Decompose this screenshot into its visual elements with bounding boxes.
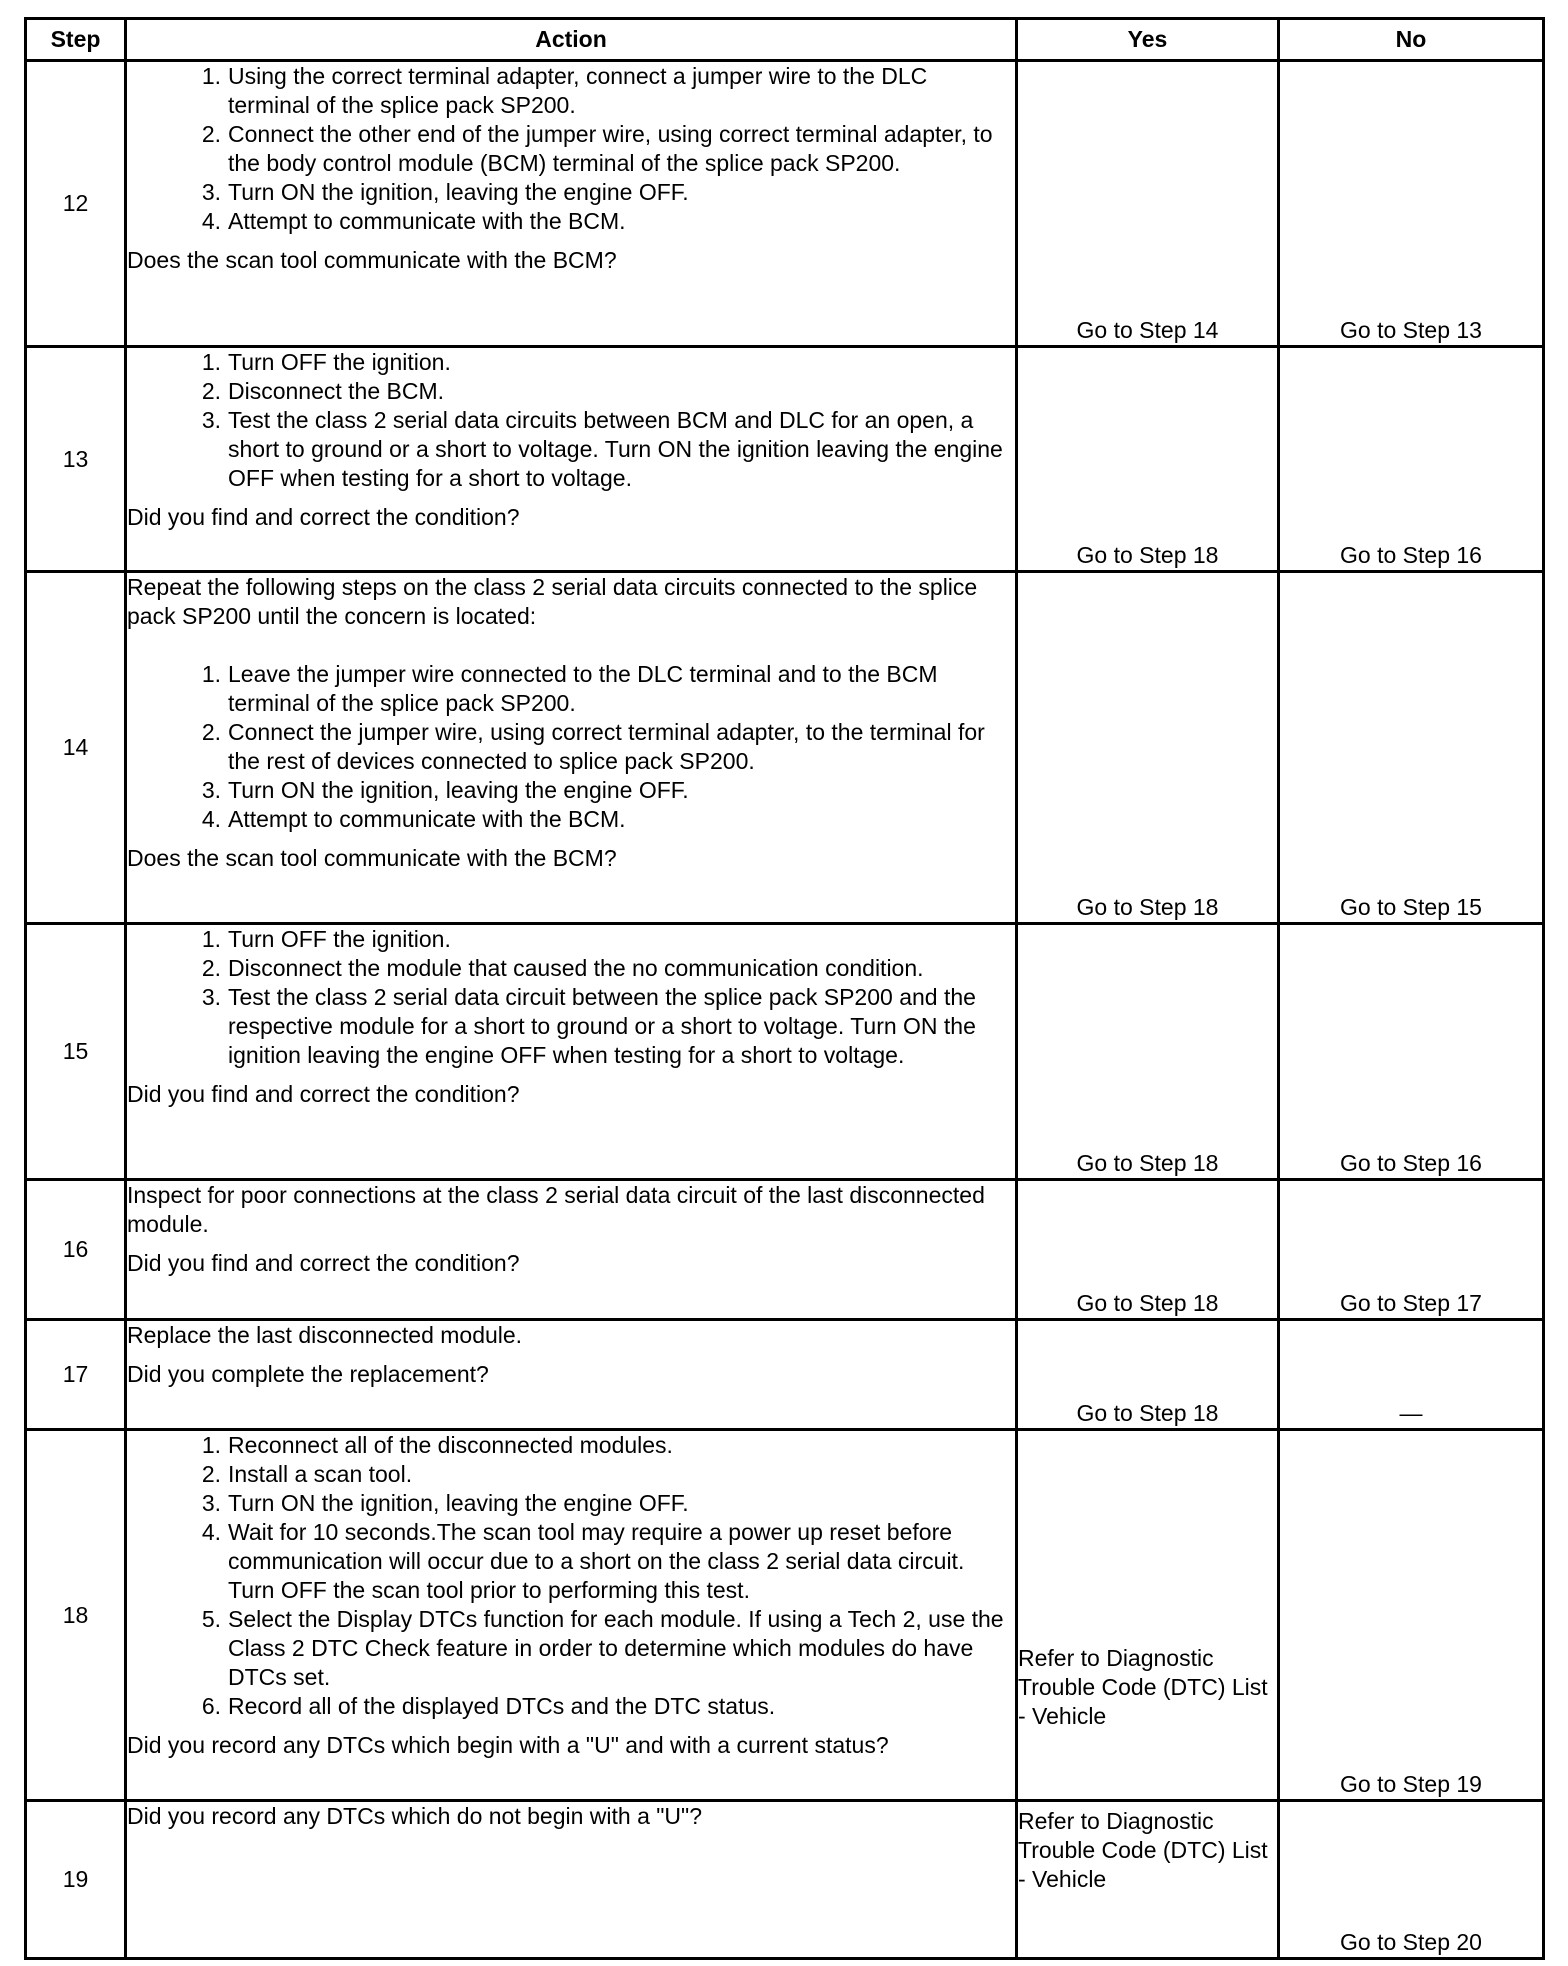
table-row-step-18 — [26, 1430, 1544, 1801]
no-cell — [1279, 61, 1544, 347]
list-item — [127, 406, 1015, 493]
item-text: Connect the other end of the jumper wire, using correct terminal adapter, to the body control module (BCM) terminal of the splice pack SP200. — [228, 121, 993, 176]
step-number: 16 — [26, 1180, 126, 1320]
item-text: Attempt to communicate with the BCM. — [228, 208, 626, 234]
list-item — [127, 1431, 1015, 1460]
action-intro: Replace the last disconnected module. — [127, 1322, 523, 1348]
list-item — [127, 348, 1015, 377]
action-question: Did you complete the replacement? — [127, 1361, 489, 1387]
no-result: Go to Step 13 — [1340, 317, 1482, 343]
yes-cell — [1017, 1320, 1279, 1430]
yes-cell — [1017, 1430, 1279, 1801]
yes-result: Go to Step 18 — [1076, 1400, 1219, 1426]
item-number: 3 . — [127, 776, 228, 805]
no-cell — [1279, 1180, 1544, 1320]
item-number: 2 . — [127, 1460, 228, 1489]
item-number: 4 . — [127, 805, 228, 834]
header-row — [26, 19, 1544, 61]
item-text: Leave the jumper wire connected to the DLC terminal and to the BCM terminal of the splice pack SP200. — [228, 661, 938, 716]
action-cell — [126, 1180, 1017, 1320]
no-cell — [1279, 572, 1544, 924]
list-item — [127, 660, 1015, 718]
action-steps — [127, 62, 1015, 236]
step-number: 14 — [26, 572, 126, 924]
list-item — [127, 925, 1015, 954]
list-item — [127, 62, 1015, 120]
item-number: 3 . — [127, 178, 228, 207]
item-number: 1 . — [127, 348, 228, 377]
item-number: 2 . — [127, 120, 228, 178]
table-row-step-13 — [26, 347, 1544, 572]
item-number: 2 . — [127, 718, 228, 776]
action-intro: Did you record any DTCs which do not begin with a "U"? — [127, 1803, 702, 1829]
step-number: 15 — [26, 924, 126, 1180]
list-item — [127, 954, 1015, 983]
item-number: 6 . — [127, 1692, 228, 1721]
yes-cell — [1017, 1801, 1279, 1959]
item-number: 3 . — [127, 983, 228, 1070]
item-text: Record all of the displayed DTCs and the DTC status. — [228, 1693, 776, 1719]
header-no: No — [1279, 19, 1544, 61]
no-cell — [1279, 1430, 1544, 1801]
yes-result: Go to Step 18 — [1076, 894, 1219, 920]
action-steps — [127, 925, 1015, 1070]
no-result: Go to Step 16 — [1340, 542, 1482, 568]
item-text: Turn ON the ignition, leaving the engine OFF. — [228, 1490, 689, 1516]
action-question: Did you find and correct the condition? — [127, 1250, 520, 1276]
item-number: 1 . — [127, 62, 228, 120]
step-number: 19 — [26, 1801, 126, 1959]
action-cell — [126, 572, 1017, 924]
item-text: Turn OFF the ignition. — [228, 349, 451, 375]
action-cell — [126, 1430, 1017, 1801]
item-number: 5 . — [127, 1605, 228, 1692]
list-item — [127, 120, 1015, 178]
no-result: Go to Step 16 — [1340, 1150, 1482, 1176]
yes-cell — [1017, 347, 1279, 572]
item-number: 4 . — [127, 207, 228, 236]
yes-result: Refer to Diagnostic Trouble Code (DTC) List - Vehicle — [1018, 1645, 1268, 1729]
action-question: Does the scan tool communicate with the BCM? — [127, 247, 617, 273]
item-number: 3 . — [127, 406, 228, 493]
action-question: Did you find and correct the condition? — [127, 1081, 520, 1107]
step-number: 18 — [26, 1430, 126, 1801]
item-number: 2 . — [127, 954, 228, 983]
list-item — [127, 377, 1015, 406]
action-cell — [126, 1320, 1017, 1430]
no-result: — — [1399, 1400, 1423, 1426]
item-text: Disconnect the module that caused the no communication condition. — [228, 955, 924, 981]
table-row-step-15 — [26, 924, 1544, 1180]
item-text: Disconnect the BCM. — [228, 378, 445, 404]
table-row-step-14 — [26, 572, 1544, 924]
list-item — [127, 1460, 1015, 1489]
action-cell — [126, 924, 1017, 1180]
item-text: Reconnect all of the disconnected modules. — [228, 1432, 673, 1458]
yes-result: Go to Step 18 — [1076, 1290, 1219, 1316]
diagnostic-table — [24, 17, 1545, 1960]
list-item — [127, 1692, 1015, 1721]
yes-cell — [1017, 1180, 1279, 1320]
action-steps — [127, 1431, 1015, 1721]
item-text: Install a scan tool. — [228, 1461, 413, 1487]
item-number: 1 . — [127, 925, 228, 954]
list-item — [127, 207, 1015, 236]
list-item — [127, 776, 1015, 805]
list-item — [127, 983, 1015, 1070]
table-row-step-16 — [26, 1180, 1544, 1320]
no-cell — [1279, 347, 1544, 572]
yes-result: Refer to Diagnostic Trouble Code (DTC) List - Vehicle — [1018, 1808, 1268, 1892]
table-row-step-19 — [26, 1801, 1544, 1959]
no-cell — [1279, 1801, 1544, 1959]
item-text: Attempt to communicate with the BCM. — [228, 806, 626, 832]
list-item — [127, 1518, 1015, 1605]
header-step: Step — [26, 19, 126, 61]
no-result: Go to Step 20 — [1340, 1929, 1482, 1955]
no-cell — [1279, 924, 1544, 1180]
item-number: 3 . — [127, 1489, 228, 1518]
item-text: Turn ON the ignition, leaving the engine OFF. — [228, 179, 689, 205]
no-result: Go to Step 17 — [1340, 1290, 1482, 1316]
item-number: 1 . — [127, 660, 228, 718]
list-item — [127, 1605, 1015, 1692]
step-number: 13 — [26, 347, 126, 572]
item-text: Connect the jumper wire, using correct terminal adapter, to the terminal for the rest of devices connected to splice pack SP200. — [228, 719, 985, 774]
action-cell — [126, 61, 1017, 347]
table-row-step-17 — [26, 1320, 1544, 1430]
yes-cell — [1017, 924, 1279, 1180]
yes-result: Go to Step 18 — [1076, 542, 1219, 568]
list-item — [127, 805, 1015, 834]
item-text: Turn OFF the ignition. — [228, 926, 451, 952]
no-result: Go to Step 15 — [1340, 894, 1482, 920]
item-text: Test the class 2 serial data circuits between BCM and DLC for an open, a short to ground or a short to voltage. Turn ON the ignition leaving the engine OFF when testing for a short to voltage. — [228, 407, 1003, 491]
action-question: Did you find and correct the condition? — [127, 504, 520, 530]
no-result: Go to Step 19 — [1340, 1771, 1482, 1797]
table-row-step-12 — [26, 61, 1544, 347]
action-steps — [127, 660, 1015, 834]
yes-result: Go to Step 14 — [1076, 317, 1219, 343]
header-yes: Yes — [1017, 19, 1279, 61]
list-item — [127, 718, 1015, 776]
action-question: Does the scan tool communicate with the BCM? — [127, 845, 617, 871]
list-item — [127, 178, 1015, 207]
yes-cell — [1017, 61, 1279, 347]
action-cell — [126, 1801, 1017, 1959]
item-number: 4 . — [127, 1518, 228, 1605]
step-number: 17 — [26, 1320, 126, 1430]
item-text: Turn ON the ignition, leaving the engine OFF. — [228, 777, 689, 803]
action-question: Did you record any DTCs which begin with a "U" and with a current status? — [127, 1732, 889, 1758]
step-number: 12 — [26, 61, 126, 347]
item-number: 2 . — [127, 377, 228, 406]
item-text: Test the class 2 serial data circuit between the splice pack SP200 and the respective module for a short to ground or a short to voltage. Turn ON the ignition leaving the engine OFF when testing for a short to voltage. — [228, 984, 976, 1068]
item-text: Wait for 10 seconds.The scan tool may require a power up reset before communication will occur due to a short on the class 2 serial data circuit. Turn OFF the scan tool prior to performing this test. — [228, 1519, 965, 1603]
no-cell — [1279, 1320, 1544, 1430]
item-text: Select the Display DTCs function for each module. If using a Tech 2, use the Class 2 DTC Check feature in order to determine which modules do have DTCs set. — [228, 1606, 1004, 1690]
action-cell — [126, 347, 1017, 572]
action-intro: Repeat the following steps on the class 2 serial data circuits connected to the splice pack SP200 until the concern is located: — [127, 574, 978, 629]
yes-result: Go to Step 18 — [1076, 1150, 1219, 1176]
item-number: 1 . — [127, 1431, 228, 1460]
action-steps — [127, 348, 1015, 493]
list-item — [127, 1489, 1015, 1518]
header-action: Action — [126, 19, 1017, 61]
action-intro: Inspect for poor connections at the class 2 serial data circuit of the last disconnected module. — [127, 1182, 985, 1237]
yes-cell — [1017, 572, 1279, 924]
item-text: Using the correct terminal adapter, connect a jumper wire to the DLC terminal of the splice pack SP200. — [228, 63, 928, 118]
